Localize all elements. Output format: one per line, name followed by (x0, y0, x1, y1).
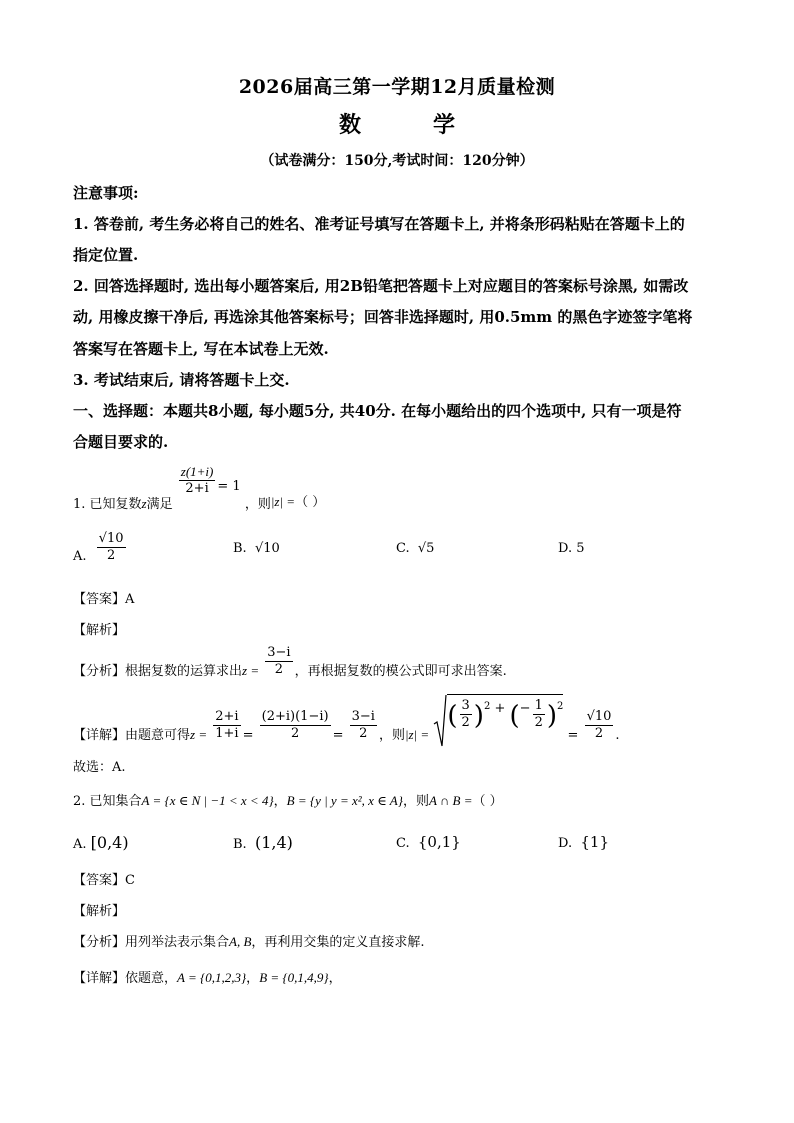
q1-option-a-den: 2 (106, 548, 116, 563)
note-item-3: 3. 考试结束后, 请将答题卡上交. (73, 371, 290, 389)
q1-option-b (233, 541, 280, 556)
q1-option-c-label: C. (396, 541, 410, 556)
q1-satisfy: 满足 (146, 497, 173, 512)
q1-detail-abs-z: |z| = (404, 726, 430, 742)
q1-option-a-frac (97, 531, 126, 564)
q1-detail-z: z = (190, 726, 208, 742)
q2-detail-end: ， (328, 971, 342, 986)
q2-detail-text: 依题意， (125, 971, 178, 986)
q1-fenxi (73, 645, 507, 678)
section-1-line-1: 一、选择题：本题共8小题, 每小题5分, 共40分. 在每小题给出的四个选项中, 只有一项是符 (73, 402, 682, 420)
q1-detail-frac-3 (350, 709, 377, 742)
note-item-2-line-3: 答案写在答题卡上, 写在本试卷上无效. (73, 340, 329, 358)
q1-option-b-value: √10 (254, 541, 280, 556)
q1-detail-tag: 【详解】 (73, 727, 126, 743)
q1-detail-then: ，则 (378, 727, 405, 743)
q2-option-d (558, 833, 609, 851)
q2-comma: ， (273, 794, 287, 809)
q2-answer (73, 869, 135, 888)
subject-char-1: 数 (338, 112, 361, 138)
q1-fenxi-text-1: 根据复数的运算求出 (125, 664, 243, 679)
q1-radical-frac-2-num: 1 (534, 698, 543, 713)
q1-option-c (396, 541, 434, 556)
subject-title (0, 108, 794, 139)
q1-radical-frac-2-den: 2 (534, 715, 543, 730)
q2-option-b (233, 833, 293, 852)
q1-detail-result (585, 709, 614, 742)
note-item-1-line-2: 指定位置. (73, 246, 139, 264)
q1-analysis-tag: 【解析】 (73, 623, 126, 638)
q2-detail (73, 967, 342, 986)
q1-detail-radical: ( $\frac{3}{2}$ )$^2$ + (− $\frac{1}{2}$ )$^2$ (433, 694, 563, 748)
q1-detail-period: . (615, 727, 620, 743)
score-info: （试卷满分：150分,考试时间：120分钟） (260, 153, 534, 169)
q2-set-b: B = {y | y = x², x ∈ A} (286, 793, 403, 808)
q1-detail-text: 由题意可得 (125, 727, 191, 743)
q1-frac-num: z(1+i) (180, 464, 214, 479)
note-item-1-line-1: 1. 答卷前, 考生务必将自己的姓名、准考证号填写在答题卡上, 并将条形码粘贴在答题卡上的 (73, 215, 685, 233)
q1-option-a-label: A. (73, 549, 87, 564)
note-item-2-line-1: 2. 回答选择题时, 选出每小题答案后, 用2B铅笔把答题卡上对应题目的答案标号涂黑, 如需改 (73, 277, 689, 295)
q1-radical-plus: + (494, 701, 506, 716)
q1-option-d (558, 541, 585, 556)
q1-detail (73, 690, 620, 750)
q1-fraction (179, 464, 216, 497)
question-2-stem (73, 790, 503, 809)
q1-fenxi-den: 2 (274, 662, 284, 677)
q2-option-d-value: {1} (580, 833, 609, 851)
q2-fenxi-ab: A, B (229, 934, 252, 949)
q1-answer (73, 588, 134, 607)
q1-detail-eq-1: = (242, 727, 254, 743)
q2-fenxi-text-1: 用列举法表示集合 (125, 935, 230, 950)
q1-detail-frac-1-num: 2+i (215, 708, 239, 724)
q1-radical-square-2: 2 (557, 700, 564, 712)
q1-fenxi-text-2: ，再根据复数的模公式即可求出答案. (294, 664, 507, 679)
q1-option-a (73, 531, 128, 564)
q1-detail-frac-2-num: (2+i)(1−i) (261, 708, 329, 724)
q1-detail-result-num: √10 (586, 708, 612, 724)
q1-answer-value: A (125, 592, 135, 607)
q2-paren: （ ） (472, 794, 503, 809)
question-1-stem (73, 464, 326, 512)
q1-detail-frac-1 (213, 709, 240, 742)
q1-radical-frac-1-num: 3 (461, 698, 470, 713)
q1-detail-frac-3-den: 2 (359, 725, 368, 741)
q2-answer-tag: 【答案】 (73, 873, 126, 888)
q2-fenxi-tag: 【分析】 (73, 935, 126, 950)
q2-detail-set-b: B = {0,1,4,9} (259, 970, 329, 985)
q1-fenxi-z: z = (242, 663, 260, 678)
q1-choose: 故选：A. (73, 760, 126, 775)
q1-detail-eq-2: = (332, 727, 344, 743)
q1-option-d-label: D. (558, 541, 573, 556)
q1-detail-frac-2 (260, 709, 331, 742)
q1-fenxi-frac (265, 645, 292, 678)
q1-answer-tag: 【答案】 (73, 592, 126, 607)
q2-option-b-value: (1,4) (254, 833, 293, 852)
q1-option-b-label: B. (233, 541, 247, 556)
q2-option-a (73, 833, 129, 852)
radical-sign-icon (433, 694, 447, 748)
page-title: 2026届高三第一学期12月质量检测 (238, 76, 556, 98)
q2-prefix: 2. 已知集合 (73, 794, 142, 809)
q2-option-c (396, 833, 461, 851)
q2-option-d-label: D. (558, 836, 573, 851)
q1-option-d-value: 5 (576, 541, 585, 556)
q1-radical-frac-1-den: 2 (461, 715, 470, 730)
q1-abs-z: |z| = (270, 494, 296, 509)
q2-expr: A ∩ B = (428, 793, 473, 808)
q1-equals: = 1 (217, 479, 241, 494)
q2-analysis-tag: 【解析】 (73, 904, 126, 919)
q2-then: ，则 (402, 794, 429, 809)
q2-option-c-label: C. (396, 836, 410, 851)
subject-char-2: 学 (433, 112, 456, 138)
q1-detail-eq-3: = (567, 727, 579, 743)
q1-var-z: z (141, 496, 147, 511)
q1-frac-den: 2+i (185, 481, 209, 496)
q1-fenxi-tag: 【分析】 (73, 664, 126, 679)
q2-set-a: A = {x ∈ N | −1 < x < 4} (141, 793, 274, 808)
section-1-line-2: 合题目要求的. (73, 433, 169, 451)
q1-radical-square-1: 2 (483, 700, 491, 712)
q1-radical-minus: − (519, 701, 531, 716)
q2-option-a-label: A. (73, 837, 87, 852)
q1-prefix: 1. 已知复数 (73, 497, 142, 512)
q1-detail-result-den: 2 (594, 725, 604, 741)
q1-option-c-value: √5 (417, 541, 435, 556)
q1-detail-frac-2-den: 2 (290, 725, 300, 741)
q1-detail-frac-1-den: 1+i (215, 725, 239, 741)
q1-paren: （ ） (295, 495, 326, 510)
q2-answer-value: C (125, 873, 135, 888)
q2-option-a-value: [0,4) (90, 833, 129, 852)
note-item-2-line-2: 动, 用橡皮擦干净后, 再选涂其他答案标号；回答非选择题时, 用0.5mm 的黑色字迹签字笔将 (73, 308, 693, 326)
q1-fenxi-num: 3−i (267, 645, 291, 660)
q2-option-b-label: B. (233, 837, 247, 852)
q2-detail-comma: ， (246, 971, 260, 986)
q1-detail-frac-3-num: 3−i (351, 708, 375, 724)
q1-then: ，则 (244, 497, 271, 512)
q1-option-a-num: √10 (98, 531, 124, 546)
q2-option-c-value: {0,1} (417, 833, 461, 851)
q2-detail-set-a: A = {0,1,2,3} (177, 970, 247, 985)
notes-heading: 注意事项: (73, 184, 139, 202)
q2-detail-tag: 【详解】 (73, 971, 126, 986)
q2-fenxi (73, 931, 425, 950)
q2-fenxi-text-2: ，再利用交集的定义直接求解. (251, 935, 425, 950)
